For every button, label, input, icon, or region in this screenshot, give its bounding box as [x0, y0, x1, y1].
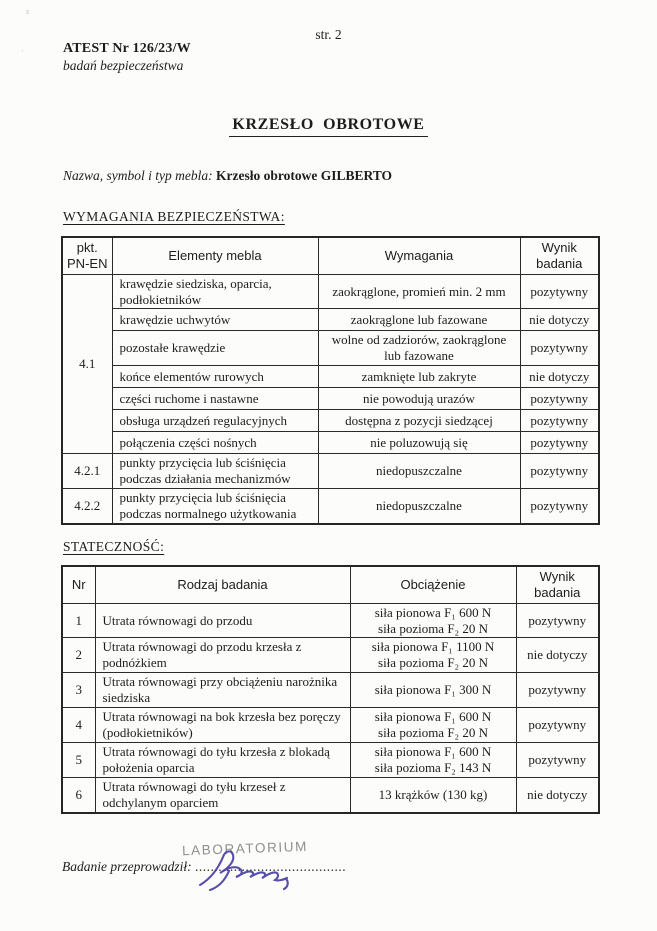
cell-element: punkty przycięcia lub ściśnięcia podczas normalnego użytkowania [112, 488, 318, 523]
load-line: siła pionowa F₁ 600 N [374, 604, 492, 620]
laboratory-stamp: LABORATORIUM [181, 838, 309, 859]
cell-pkt-group: 4.1 [62, 274, 112, 453]
cell-requirement: nie powodują urazów [318, 388, 520, 410]
load-line: siła pionowa F₁ 1100 N [371, 639, 495, 655]
cell-load [350, 638, 516, 673]
cell-element: krawędzie siedziska, oparcia, podłokietników [112, 274, 318, 309]
cell-result: pozytywny [516, 742, 599, 777]
col-header-result-line1: Wynik [541, 240, 577, 255]
cell-nr: 3 [62, 673, 95, 708]
cell-test-type: Utrata równowagi na bok krzesła bez poręczy (podłokietników) [95, 707, 350, 742]
col-header-pkt [62, 237, 112, 274]
cell-nr: 5 [62, 742, 95, 777]
load-line: siła pionowa F₁ 300 N [374, 682, 492, 698]
col-header-element: Elementy mebla [112, 237, 318, 274]
cell-load [350, 673, 516, 708]
cell-test-type: Utrata równowagi do tyłu krzeseł z odchylanym oparciem [95, 777, 350, 812]
tester-label: Badanie przeprowadził: [62, 859, 192, 874]
cell-result: nie dotyczy [520, 366, 599, 388]
load-line: siła pionowa F₁ 600 N [374, 744, 492, 760]
col-header-pkt-line2: PN-EN [67, 255, 108, 271]
table-row [62, 331, 599, 366]
cell-load [350, 707, 516, 742]
cell-requirement: wolne od zadziorów, zaokrąglone lub fazowane [318, 331, 520, 366]
product-value: Krzesło obrotowe GILBERTO [216, 168, 393, 183]
cell-nr: 2 [62, 638, 95, 673]
col-header-result-line2: badania [536, 255, 583, 271]
table-row [62, 309, 599, 331]
safety-requirements-table [61, 236, 600, 525]
cell-result: nie dotyczy [516, 777, 599, 812]
cell-element: połączenia części nośnych [112, 432, 318, 454]
table-row [62, 603, 599, 638]
cell-result: nie dotyczy [516, 638, 599, 673]
cell-element: obsługa urządzeń regulacyjnych [112, 410, 318, 432]
document-id-block [63, 40, 191, 74]
cell-result: pozytywny [520, 274, 599, 309]
cell-result: pozytywny [516, 673, 599, 708]
cell-result: pozytywny [520, 410, 599, 432]
table-row [62, 638, 599, 673]
scan-artifact: · [20, 45, 25, 57]
table-row [62, 707, 599, 742]
cell-result: pozytywny [520, 432, 599, 454]
cell-result: pozytywny [516, 707, 599, 742]
cell-requirement: nie poluzowują się [318, 432, 520, 454]
col-header-type: Rodzaj badania [95, 566, 350, 603]
cell-requirement: zamknięte lub zakryte [318, 366, 520, 388]
table-row [62, 388, 599, 410]
cell-load [350, 603, 516, 638]
table-row [62, 432, 599, 454]
scan-artifact: s [24, 5, 31, 17]
title-wrap [0, 116, 657, 137]
cell-requirement: dostępna z pozycji siedzącej [318, 410, 520, 432]
table-row [62, 454, 599, 489]
cell-result: pozytywny [520, 331, 599, 366]
cell-nr: 1 [62, 603, 95, 638]
cell-result: pozytywny [520, 488, 599, 523]
cell-load [350, 777, 516, 812]
cell-result: nie dotyczy [520, 309, 599, 331]
cell-test-type: Utrata równowagi przy obciążeniu narożnika siedziska [95, 673, 350, 708]
atest-number: ATEST Nr 126/23/W [63, 41, 191, 56]
cell-nr: 6 [62, 777, 95, 812]
signature-line [62, 859, 346, 875]
table-header-row [62, 566, 599, 603]
table-row [62, 742, 599, 777]
cell-test-type: Utrata równowagi do przodu [95, 603, 350, 638]
table-row [62, 274, 599, 309]
product-label: Nazwa, symbol i typ mebla: [63, 168, 213, 183]
col-header-result-line2: badania [534, 584, 581, 600]
load-line: siła pozioma F₂ 143 N [374, 759, 492, 775]
load-line: siła pozioma F₂ 20 N [378, 655, 488, 671]
safety-section-heading: WYMAGANIA BEZPIECZEŃSTWA: [63, 209, 285, 224]
document-title: KRZESŁO OBROTOWE [229, 116, 427, 137]
cell-result: pozytywny [516, 603, 599, 638]
cell-element: punkty przycięcia lub ściśnięcia podczas działania mechanizmów [112, 454, 318, 489]
cell-test-type: Utrata równowagi do tyłu krzesła z blokadą położenia oparcia [95, 742, 350, 777]
cell-requirement: niedopuszczalne [318, 488, 520, 523]
cell-element: krawędzie uchwytów [112, 309, 318, 331]
stability-table [61, 565, 600, 814]
cell-element: końce elementów rurowych [112, 366, 318, 388]
cell-element: pozostałe krawędzie [112, 331, 318, 366]
table-row [62, 366, 599, 388]
col-header-result [520, 237, 599, 274]
load-line: siła pionowa F₁ 600 N [374, 709, 492, 725]
col-header-result-line1: Wynik [539, 569, 575, 584]
load-line: siła pozioma F₂ 20 N [378, 620, 488, 636]
cell-result: pozytywny [520, 454, 599, 489]
cell-nr: 4 [62, 707, 95, 742]
col-header-req: Wymagania [318, 237, 520, 274]
cell-requirement: zaokrąglone, promień min. 2 mm [318, 274, 520, 309]
cell-requirement: zaokrąglone lub fazowane [318, 309, 520, 331]
product-line [63, 168, 392, 184]
table-row [62, 777, 599, 812]
table-row [62, 673, 599, 708]
col-header-result [516, 566, 599, 603]
atest-subtitle: badań bezpieczeństwa [63, 57, 184, 73]
dotted-line: ....................................... [195, 859, 347, 874]
load-line: siła pozioma F₂ 20 N [378, 724, 488, 740]
cell-result: pozytywny [520, 388, 599, 410]
col-header-pkt-line1: pkt. [76, 240, 98, 255]
load-line: 13 krążków (130 kg) [378, 786, 488, 802]
page-number: str. 2 [315, 27, 342, 42]
cell-element: części ruchome i nastawne [112, 388, 318, 410]
cell-pkt: 4.2.2 [62, 488, 112, 523]
cell-load [350, 742, 516, 777]
table-row [62, 410, 599, 432]
table-header-row [62, 237, 599, 274]
cell-test-type: Utrata równowagi do przodu krzesła z podnóżkiem [95, 638, 350, 673]
col-header-nr: Nr [62, 566, 95, 603]
table-row [62, 488, 599, 523]
cell-requirement: niedopuszczalne [318, 454, 520, 489]
col-header-load: Obciążenie [350, 566, 516, 603]
cell-pkt: 4.2.1 [62, 454, 112, 489]
stability-section-heading: STATECZNOŚĆ: [63, 539, 165, 554]
